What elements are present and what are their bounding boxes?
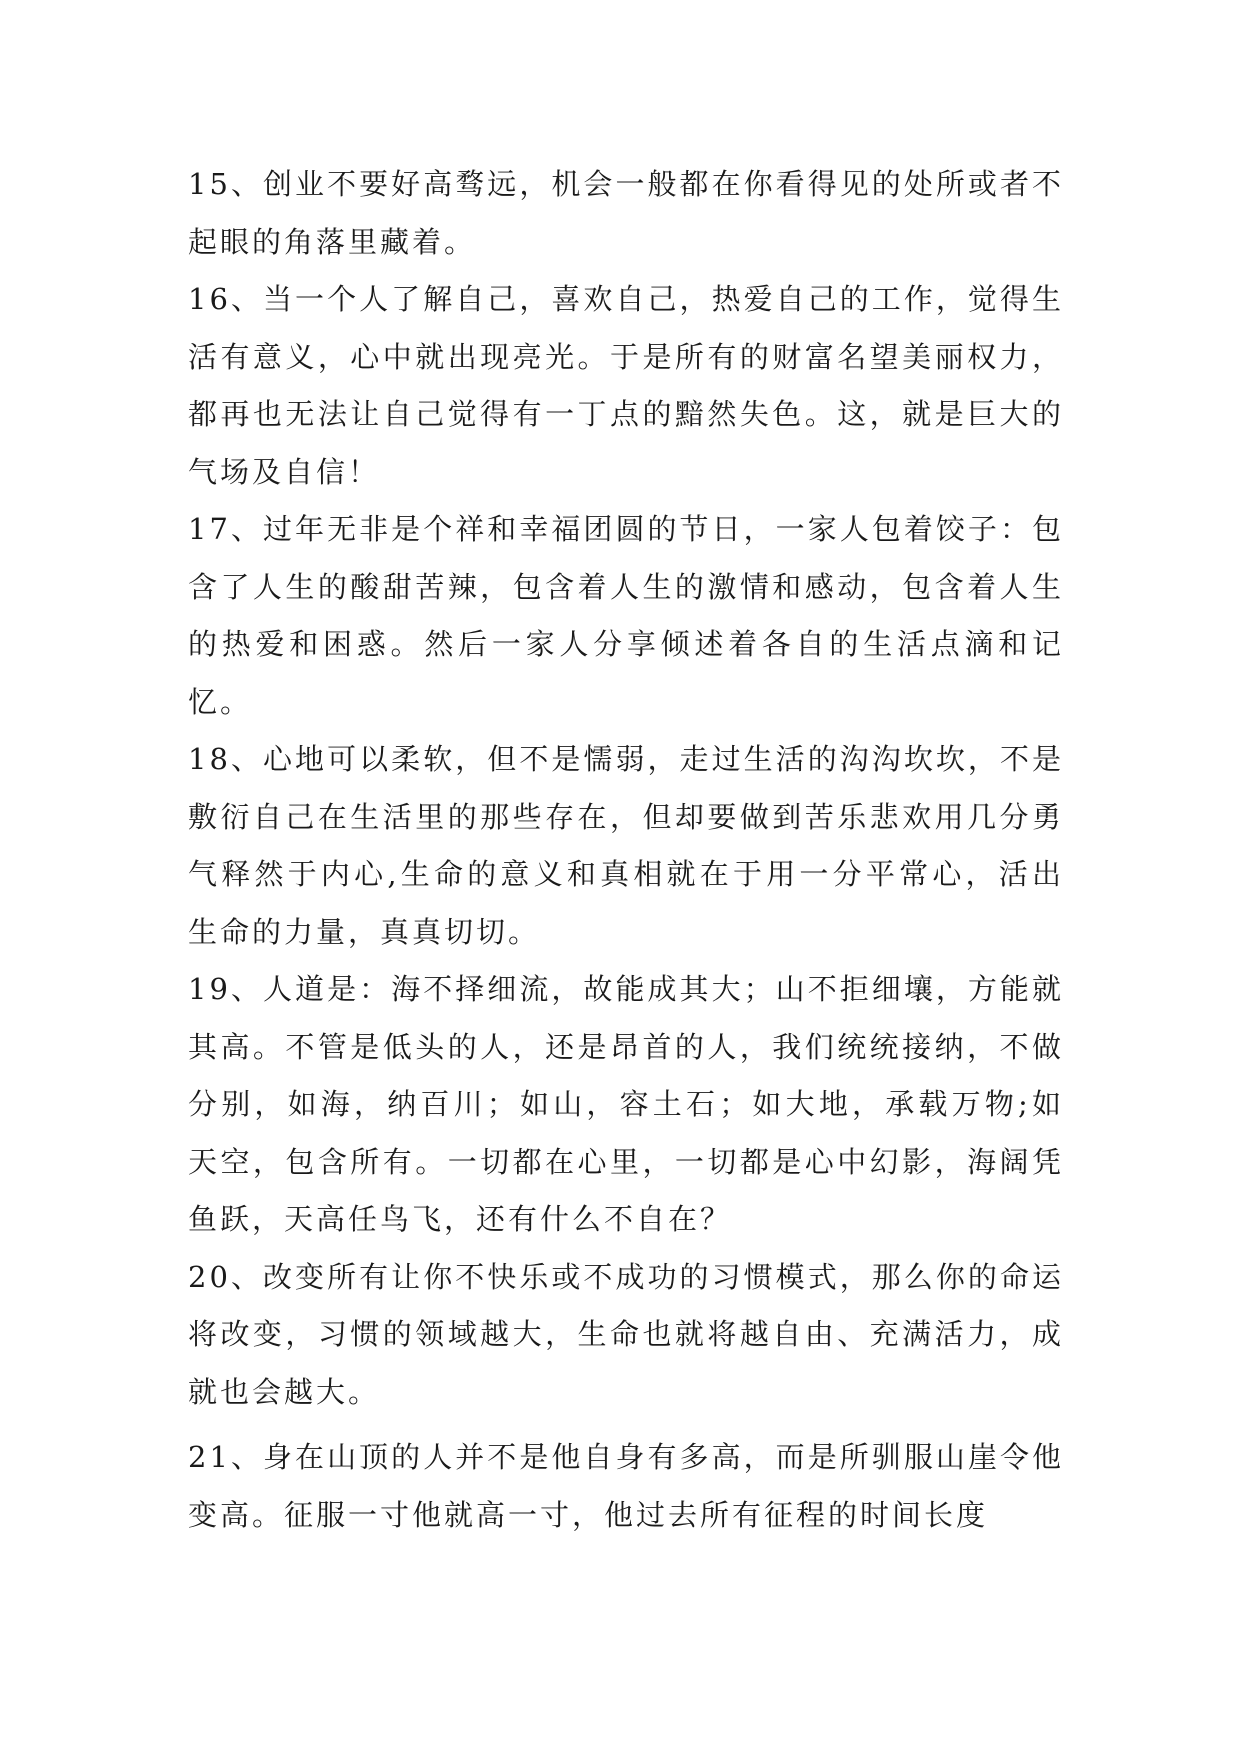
paragraph-16: 16、当一个人了解自己，喜欢自己，热爱自己的工作，觉得生活有意义，心中就出现亮光。于是所有的财富名望美丽权力，都再也无法让自己觉得有一丁点的黯然失色。这，就是巨大的气场及自信！ xyxy=(188,282,1064,489)
paragraph-19: 19、人道是：海不择细流，故能成其大；山不拒细壤，方能就其高。不管是低头的人，还是昂首的人，我们统统接纳，不做分别，如海，纳百川；如山，容土石；如大地，承载万物;如天空，包含所有。一切都在心里，一切都是心中幻影，海阔凭鱼跃，天高任鸟飞，还有什么不自在？ xyxy=(188,972,1064,1236)
paragraph-17: 17、过年无非是个祥和幸福团圆的节日，一家人包着饺子：包含了人生的酸甜苦辣，包含着人生的激情和感动，包含着人生的热爱和困惑。然后一家人分享倾述着各自的生活点滴和记忆。 xyxy=(188,512,1064,719)
paragraph-21: 21、身在山顶的人并不是他自身有多高，而是所驯服山崖令他变高。征服一寸他就高一寸，他过去所有征程的时间长度 xyxy=(188,1440,1064,1532)
paragraph-15: 15、创业不要好高骛远，机会一般都在你看得见的处所或者不起眼的角落里藏着。 xyxy=(188,167,1064,259)
paragraph-18: 18、心地可以柔软，但不是懦弱，走过生活的沟沟坎坎，不是敷衍自己在生活里的那些存在，但却要做到苦乐悲欢用几分勇气释然于内心,生命的意义和真相就在于用一分平常心，活出生命的力量，真真切切。 xyxy=(188,742,1064,949)
paragraph-20: 20、改变所有让你不快乐或不成功的习惯模式，那么你的命运将改变，习惯的领域越大，生命也就将越自由、充满活力，成就也会越大。 xyxy=(188,1259,1064,1409)
document-body xyxy=(188,156,1064,1544)
